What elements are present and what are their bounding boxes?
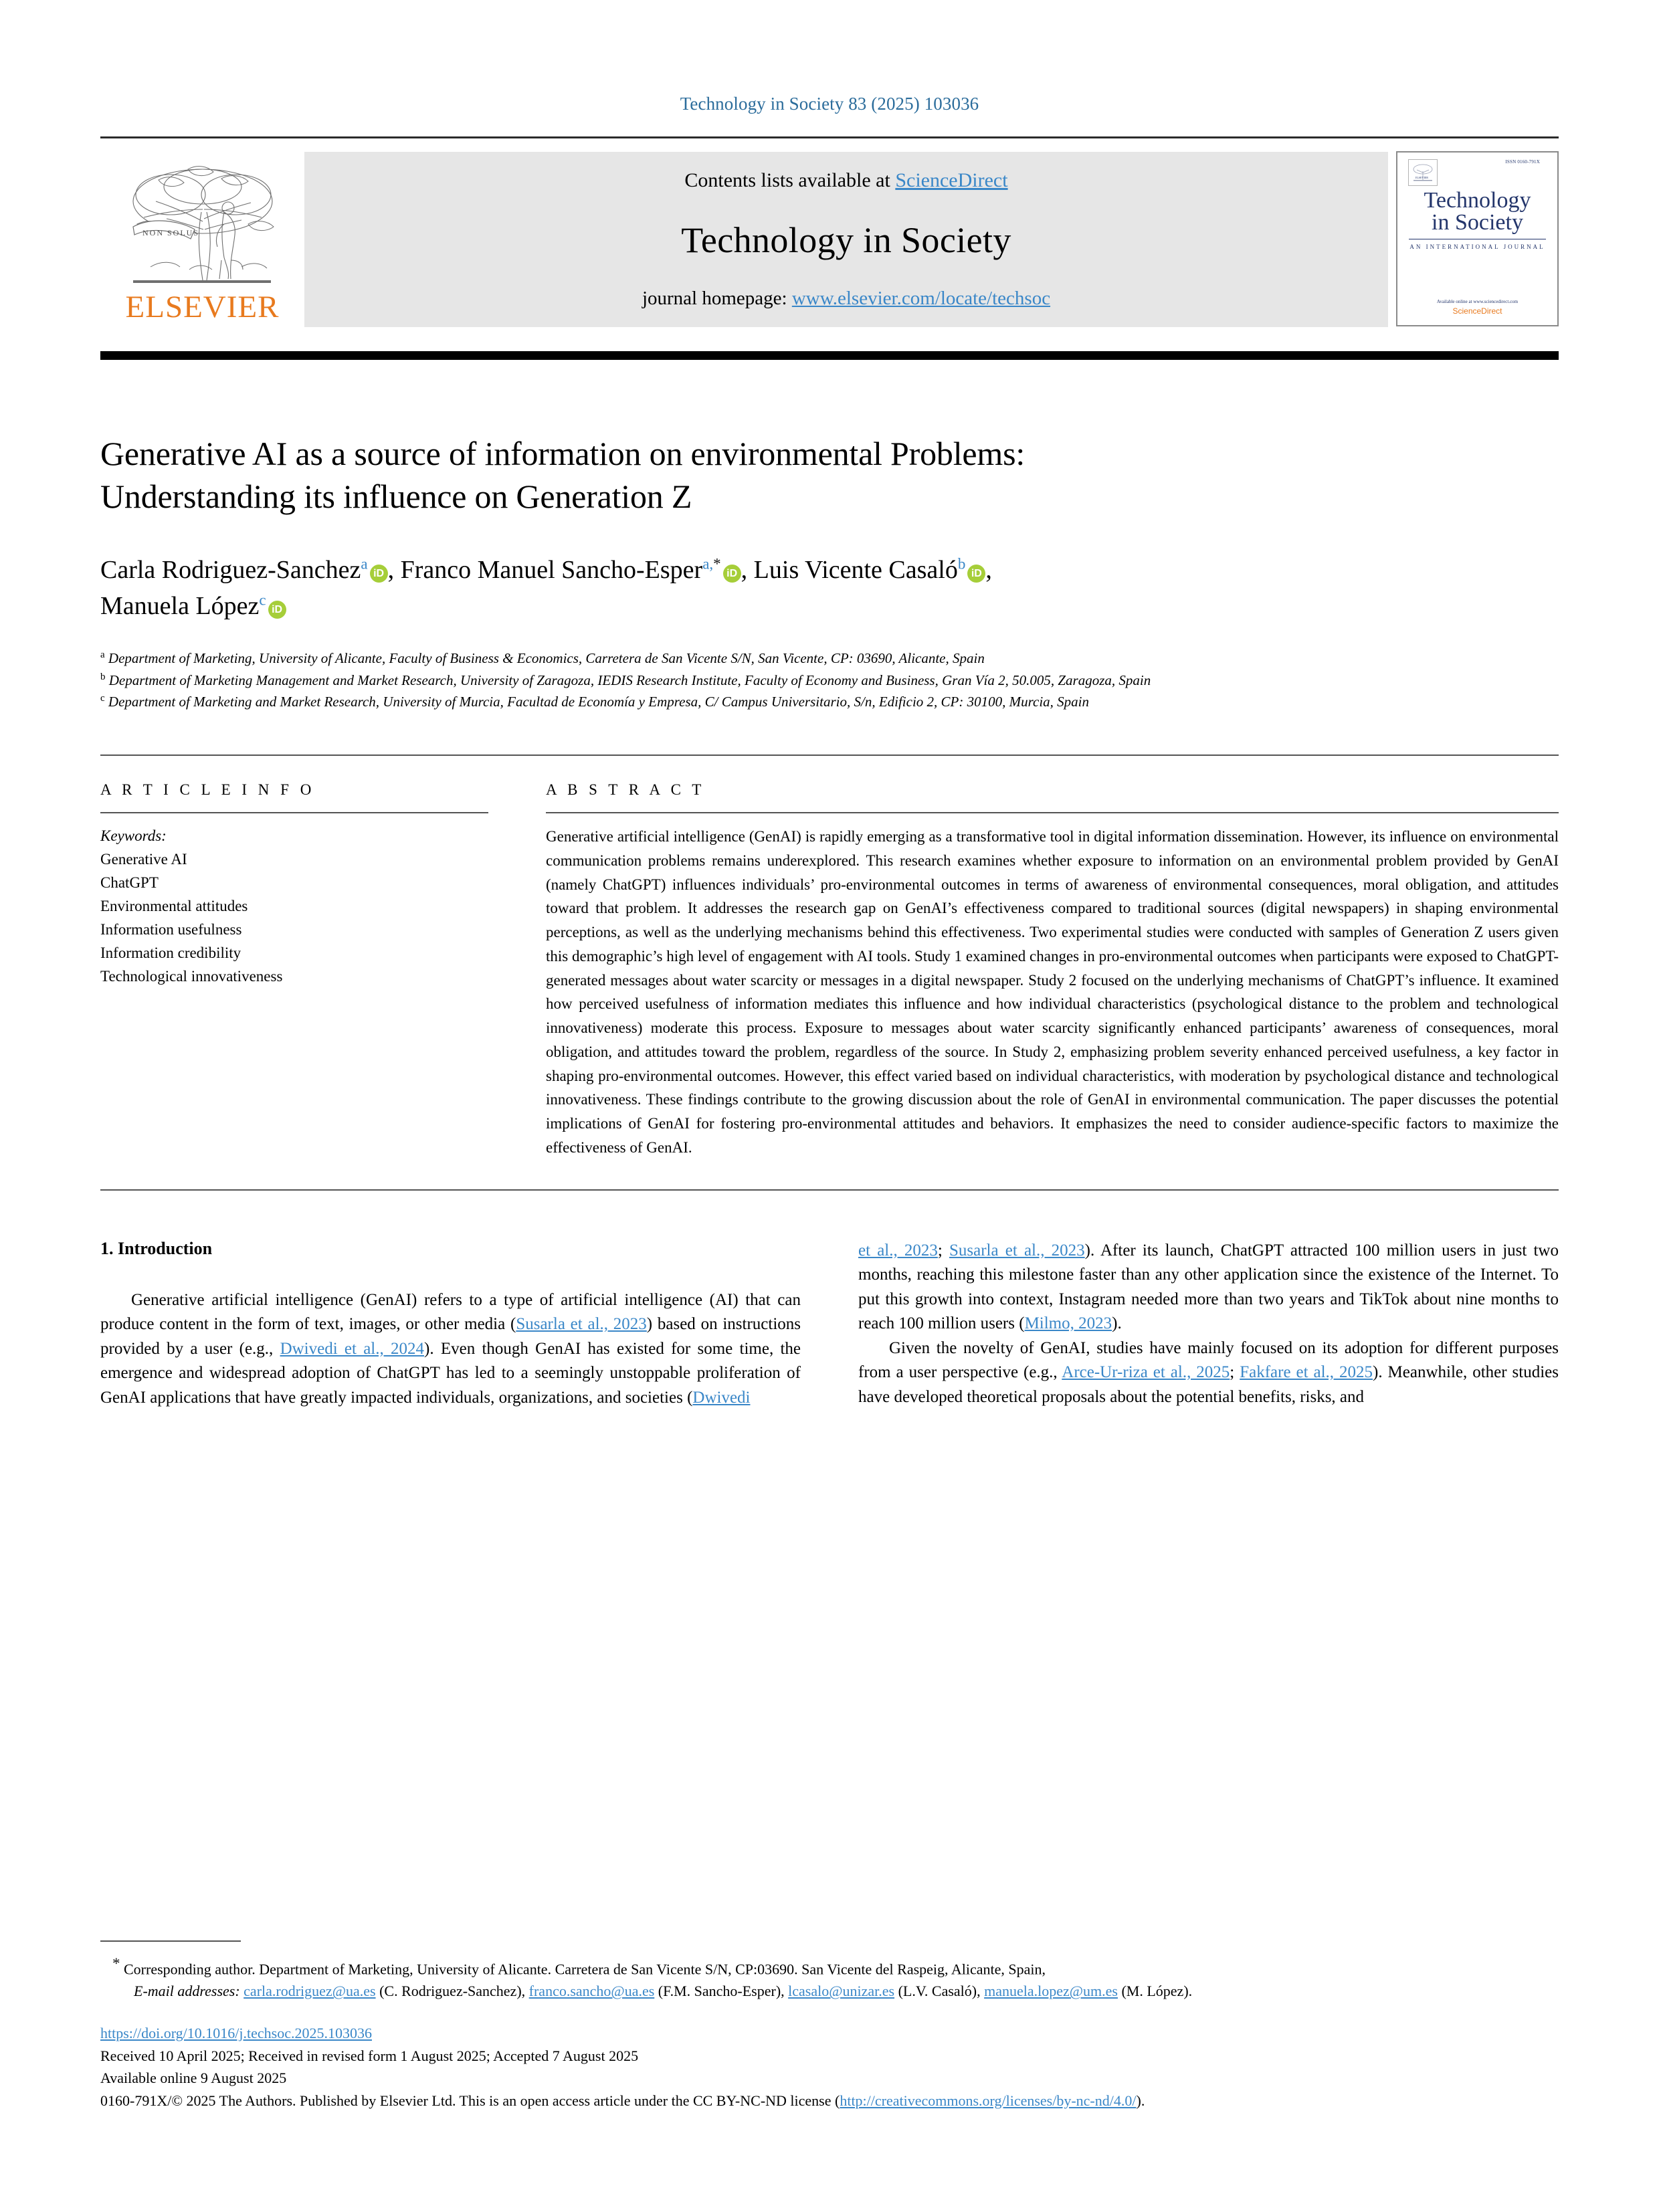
- received-line: Received 10 April 2025; Received in revised form 1 August 2025; Accepted 7 August 2025: [100, 2047, 639, 2064]
- elsevier-wordmark: ELSEVIER: [125, 290, 280, 324]
- email-link[interactable]: lcasalo@unizar.es: [788, 1983, 895, 2000]
- corresponding-marker: *: [112, 1954, 120, 1972]
- abstract-bottom-divider: [100, 1189, 1559, 1191]
- homepage-line: [642, 288, 1050, 310]
- affiliation-item: [100, 670, 1559, 692]
- intro-paragraph-right-2: [858, 1336, 1559, 1410]
- journal-homepage-link[interactable]: www.elsevier.com/locate/techsoc: [791, 288, 1051, 309]
- footnote-block: [100, 1940, 1559, 2112]
- affiliation-marker: c: [100, 693, 105, 704]
- doi-link[interactable]: https://doi.org/10.1016/j.techsoc.2025.103036: [100, 2025, 372, 2042]
- homepage-prefix: journal homepage:: [642, 288, 792, 309]
- keyword-item: Technological innovativeness: [100, 967, 283, 985]
- cover-title-line2: in Society: [1432, 209, 1523, 235]
- copyright-text-end: ).: [1136, 2092, 1145, 2109]
- cover-tree-icon: [1411, 163, 1434, 183]
- email-owner: (L.V. Casaló),: [894, 1983, 985, 2000]
- intro-text: Given the novelty of GenAI, studies have mainly focused on its adoption for different purposes from a user perspective (e.g.,: [858, 1338, 1559, 1382]
- citation-link[interactable]: Dwivedi: [692, 1388, 751, 1407]
- corresponding-author-marker: *: [713, 555, 721, 573]
- keyword-item: Information credibility: [100, 944, 241, 961]
- author-name: Luis Vicente Casaló: [753, 556, 958, 584]
- abstract-column: [546, 781, 1559, 1160]
- title-line-2: Understanding its influence on Generation Z: [100, 478, 692, 515]
- body-column-right: [858, 1239, 1559, 1411]
- body-column-left: [100, 1239, 801, 1411]
- intro-text: Generative artificial intelligence (GenAI) refers to a type of artificial intelligence (AI) that can produce content in the form of text, images, or other media (: [100, 1290, 801, 1334]
- page-title: [100, 432, 1559, 518]
- keyword-item: Information usefulness: [100, 920, 242, 938]
- contents-prefix: Contents lists available at: [684, 169, 896, 191]
- cover-footer-line: Available online at www.sciencedirect.com: [1436, 299, 1519, 304]
- email-note: [100, 1980, 1559, 2002]
- intro-paragraph-right-1: [858, 1239, 1559, 1336]
- author-name: Manuela López: [100, 591, 260, 620]
- title-line-1: Generative AI as a source of information on environmental Problems:: [100, 435, 1026, 472]
- cover-subtitle: AN INTERNATIONAL JOURNAL: [1409, 239, 1546, 250]
- intro-text: ;: [937, 1241, 949, 1260]
- affiliation-text: Department of Marketing and Market Research, University of Murcia, Facultad de Economía y Empresa, C/ Campus Universitario, S/n, Edificio 2, CP: 30100, Murcia, Spain: [108, 694, 1090, 710]
- citation-link[interactable]: Susarla et al., 2023: [516, 1315, 647, 1334]
- email-owner: (F.M. Sancho-Esper),: [654, 1983, 789, 2000]
- author-separator: ,: [741, 556, 754, 584]
- masthead-black-bar: [100, 351, 1559, 360]
- keyword-item: Generative AI: [100, 851, 187, 868]
- journal-cover-thumbnail: [1388, 138, 1559, 339]
- citation-link[interactable]: Arce-Ur-riza et al., 2025: [1062, 1363, 1230, 1382]
- affiliation-text: Department of Marketing Management and Market Research, University of Zaragoza, IEDIS Research Institute, Faculty of Economy and Business, Gran Vía 2, 50.005, Zaragoza, Spain: [108, 672, 1151, 688]
- copyright-line: [100, 2090, 1559, 2112]
- abstract-divider: [546, 812, 1559, 813]
- author-affiliation-marker: c: [259, 591, 266, 609]
- section-heading-introduction: 1. Introduction: [100, 1238, 213, 1258]
- author-list: [100, 552, 1559, 625]
- masthead-center: [304, 152, 1388, 327]
- elsevier-tree-icon: [124, 160, 281, 290]
- available-online-line: Available online 9 August 2025: [100, 2070, 287, 2087]
- cover-sciencedirect-brand: ScienceDirect: [1452, 306, 1502, 316]
- publication-metadata: [100, 2022, 1559, 2112]
- email-owner: (M. López).: [1117, 1983, 1193, 2000]
- svg-text:NON SOLUS: NON SOLUS: [142, 228, 200, 237]
- author-separator: ,: [985, 556, 992, 584]
- intro-text: ) based on instructions provided by a user (e.g.,: [100, 1315, 801, 1358]
- author-affiliation-marker: a: [361, 555, 368, 573]
- corresponding-text: Corresponding author. Department of Marketing, University of Alicante. Carretera de San Vicente S/N, CP:03690. San Vicente del Raspeig, Alicante, Spain,: [124, 1960, 1046, 1978]
- journal-title: Technology in Society: [681, 219, 1011, 260]
- affiliation-item: [100, 647, 1559, 670]
- article-info-heading: A R T I C L E I N F O: [100, 781, 315, 799]
- abstract-text: Generative artificial intelligence (GenAI) is rapidly emerging as a transformative tool in digital information dissemination. However, its influence on environmental communication problems remains underexplored. This research examines whether exposure to information on an environmental problem provided by GenAI (namely ChatGPT) influences individuals’ pro-environmental outcomes in terms of awareness of environmental consequences, moral obligation, and attitudes toward that problem. It addresses the research gap on GenAI’s effectiveness compared to traditional sources (digital newspapers) in shaping environmental perceptions, as well as the underlying mechanisms behind this effectiveness. Two experimental studies were conducted with samples of Generation Z users given this demographic’s high level of engagement with AI tools. Study 1 examined changes in pro-environmental outcomes when participants were exposed to ChatGPT-generated messages about water scarcity or messages in a digital newspaper. Study 2 focused on the underlying mechanisms of ChatGPT’s influence. It examined how perceived usefulness of information mediates this influence and how individual characteristics (psychological distance to the problem and technological innovativeness) moderate this process. Exposure to messages about water scarcity significantly enhanced participants’ awareness of consequences, moral obligation, and attitudes toward the problem, regardless of the source. In Study 2, emphasizing problem severity enhanced perceived usefulness, a key factor in shaping pro-environmental outcomes. However, this effect varied based on individual characteristics, with moderation by psychological distance and technological innovativeness. These findings contribute to the growing discussion about the role of GenAI in environmental communication. The paper discusses the potential implications of GenAI for fostering pro-environmental attitudes and behaviors. It emphasizes the need to consider audience-specific factors to maximize the effectiveness of GenAI.: [546, 828, 1559, 1156]
- keyword-item: Environmental attitudes: [100, 898, 248, 915]
- email-link[interactable]: manuela.lopez@um.es: [984, 1983, 1118, 2000]
- article-info-divider: [100, 812, 488, 813]
- intro-text: ).: [1112, 1314, 1122, 1333]
- author-affiliation-marker: b: [957, 555, 966, 573]
- cover-issn: ISSN 0160-791X: [1505, 159, 1540, 165]
- citation-link[interactable]: Fakfare et al., 2025: [1240, 1363, 1373, 1382]
- contents-line: [684, 169, 1007, 192]
- affiliation-marker: a: [100, 649, 105, 660]
- article-info-abstract-row: [100, 755, 1559, 1160]
- cover-title-line1: Technology: [1424, 188, 1531, 213]
- cover-card: [1396, 151, 1559, 326]
- author-affiliation-marker: a,: [702, 555, 714, 573]
- license-link[interactable]: http://creativecommons.org/licenses/by-nc-nd/4.0/: [840, 2092, 1137, 2109]
- citation-link[interactable]: Susarla et al., 2023: [949, 1241, 1085, 1260]
- elsevier-logo: [100, 138, 304, 339]
- author-name: Carla Rodriguez-Sanchez: [100, 556, 361, 584]
- intro-text: ). Even though GenAI has existed for some time, the emergence and widespread adoption of ChatGPT has led to a seemingly unstoppable proliferation of GenAI applications that have greatly impacted individuals, organizations, and societies (: [100, 1339, 801, 1407]
- intro-text: ;: [1230, 1363, 1240, 1382]
- cover-elsevier-logo-box: [1408, 159, 1438, 186]
- intro-text: ). After its launch, ChatGPT attracted 100 million users in just two months, reaching this milestone faster than any other application since the existence of the Internet. To put this growth into context, Instagram needed more than two years and TikTok about nine months to reach 100 million users (: [858, 1241, 1559, 1333]
- body-columns: [100, 1239, 1559, 1411]
- affiliation-item: [100, 691, 1559, 713]
- citation-link[interactable]: et al., 2023: [858, 1241, 938, 1260]
- affiliation-text: Department of Marketing, University of Alicante, Faculty of Business & Economics, Carretera de San Vicente S/N, San Vicente, CP: 03690, Alicante, Spain: [108, 649, 985, 666]
- intro-paragraph-left: [100, 1288, 801, 1411]
- email-label: E-mail addresses:: [134, 1983, 240, 2000]
- sciencedirect-link[interactable]: ScienceDirect: [895, 169, 1008, 191]
- corresponding-author-note: [100, 1952, 1559, 1980]
- doi-line: [100, 2022, 1559, 2044]
- copyright-text: 0160-791X/© 2025 The Authors. Published by Elsevier Ltd. This is an open access article under the CC BY-NC-ND license (: [100, 2092, 840, 2109]
- citation-link[interactable]: Dwivedi et al., 2024: [280, 1339, 425, 1358]
- running-head: Technology in Society 83 (2025) 103036: [680, 94, 979, 114]
- intro-text: ). Meanwhile, other studies have developed theoretical proposals about the potential benefits, risks, and: [858, 1363, 1559, 1406]
- keywords-label: Keywords:: [100, 827, 167, 845]
- article-info-column: [100, 781, 488, 1160]
- affiliation-list: [100, 647, 1559, 713]
- orcid-icon[interactable]: iD: [268, 601, 286, 619]
- svg-text:ELSEVIER: ELSEVIER: [1416, 176, 1428, 179]
- affiliation-marker: b: [100, 671, 106, 682]
- author-name: Franco Manuel Sancho-Esper: [400, 556, 703, 584]
- cover-title: [1397, 190, 1557, 233]
- email-owner: (C. Rodriguez-Sanchez),: [375, 1983, 529, 2000]
- author-separator: ,: [387, 556, 401, 584]
- email-link[interactable]: carla.rodriguez@ua.es: [243, 1983, 376, 2000]
- citation-link[interactable]: Milmo, 2023: [1024, 1314, 1112, 1333]
- abstract-heading: A B S T R A C T: [546, 781, 705, 799]
- footnote-divider: [100, 1940, 241, 1942]
- orcid-icon[interactable]: iD: [723, 565, 741, 583]
- email-link[interactable]: franco.sancho@ua.es: [528, 1983, 655, 2000]
- cover-footer: [1397, 299, 1557, 316]
- orcid-icon[interactable]: iD: [967, 565, 985, 583]
- orcid-icon[interactable]: iD: [370, 565, 388, 583]
- journal-masthead: [100, 136, 1559, 339]
- keyword-item: ChatGPT: [100, 874, 159, 892]
